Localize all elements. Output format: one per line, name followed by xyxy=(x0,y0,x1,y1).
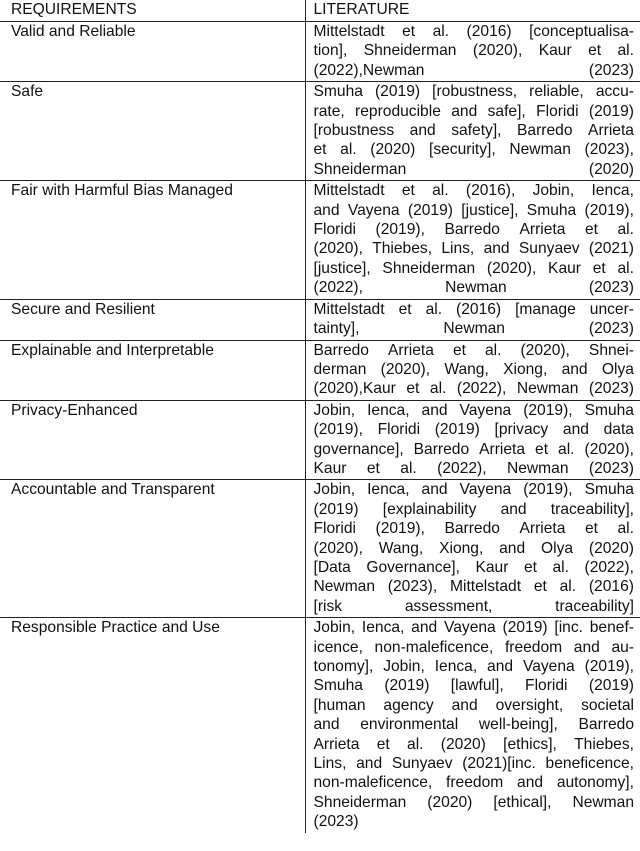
literature-line: governance], Barredo Arrieta et al. (2020), xyxy=(313,440,634,458)
requirement-cell: Valid and Reliable xyxy=(0,22,305,82)
literature-line: Mittelstadt et al. (2016) [conceptualisa- xyxy=(313,23,634,40)
literature-line: Mittelstadt et al. (2016) [manage uncer- xyxy=(313,300,634,318)
table-row xyxy=(0,82,640,181)
literature-line: Mittelstadt et al. (2016), Jobin, Ienca, xyxy=(313,182,634,200)
literature-line: [robustness and safety], Barredo Arrieta xyxy=(313,122,634,140)
literature-line: Floridi (2019), Barredo Arrieta et al. xyxy=(313,221,634,239)
literature-line: (2020), Wang, Xiong, and Olya (2020) xyxy=(313,539,634,557)
literature-line: and environmental well-being], Barredo xyxy=(313,716,634,734)
literature-line: Barredo Arrieta et al. (2020), Shnei- xyxy=(313,341,634,359)
header-literature: LITERATURE xyxy=(305,0,640,22)
literature-line: Jobin, Ienca, and Vayena (2019) [inc. benef- xyxy=(313,619,634,637)
table-row xyxy=(0,340,640,400)
literature-line: Smuha (2019) [robustness, reliable, accu- xyxy=(313,83,634,101)
literature-line: Shneiderman (2020) [ethical], Newman xyxy=(313,793,634,811)
table-header-row xyxy=(0,0,640,22)
header-requirements: REQUIREMENTS xyxy=(11,1,137,18)
literature-cell xyxy=(305,299,640,340)
requirement-cell: Fair with Harmful Bias Managed xyxy=(0,181,305,299)
literature-line: [Data Governance], Kaur et al. (2022), xyxy=(313,558,634,576)
table-row xyxy=(0,299,640,340)
requirement-cell: Safe xyxy=(0,82,305,181)
table-row xyxy=(0,618,640,833)
literature-line: (2022),Newman (2023) xyxy=(313,61,634,79)
literature-cell xyxy=(305,340,640,400)
literature-line: Shneiderman (2020) xyxy=(313,160,634,178)
literature-line: tainty], Newman (2023) xyxy=(313,320,634,338)
literature-line: (2020), Thiebes, Lins, and Sunyaev (2021) xyxy=(313,240,634,258)
literature-line: (2019) [explainability and traceability], xyxy=(313,500,634,518)
table-row xyxy=(0,181,640,299)
literature-line: derman (2020), Wang, Xiong, and Olya xyxy=(313,360,634,378)
literature-line: (2019), Floridi (2019) [privacy and data xyxy=(313,421,634,439)
table-row xyxy=(0,400,640,480)
literature-line: icence, non-maleficence, freedom and au- xyxy=(313,638,634,656)
literature-line: and Vayena (2019) [justice], Smuha (2019), xyxy=(313,201,634,219)
literature-cell xyxy=(305,82,640,181)
literature-cell xyxy=(305,480,640,618)
literature-line: tion], Shneiderman (2020), Kaur et al. xyxy=(313,42,634,60)
literature-line: Arrieta et al. (2020) [ethics], Thiebes, xyxy=(313,735,634,753)
literature-line: tonomy], Jobin, Ienca, and Vayena (2019), xyxy=(313,658,634,675)
literature-cell xyxy=(305,181,640,299)
literature-cell xyxy=(305,400,640,480)
literature-cell xyxy=(305,618,640,833)
literature-line: Jobin, Ienca, and Vayena (2019), Smuha xyxy=(313,481,634,499)
literature-line: [human agency and oversight, societal xyxy=(313,696,634,714)
table-row xyxy=(0,480,640,618)
literature-line: non-maleficence, freedom and autonomy], xyxy=(313,774,634,792)
requirement-cell: Secure and Resilient xyxy=(0,299,305,340)
literature-line: et al. (2020) [security], Newman (2023), xyxy=(313,141,634,159)
literature-line: (2020),Kaur et al. (2022), Newman (2023) xyxy=(313,380,634,398)
literature-line: (2022), Newman (2023) xyxy=(313,279,634,297)
table-row xyxy=(0,22,640,82)
literature-line: [justice], Shneiderman (2020), Kaur et al. xyxy=(313,259,634,277)
literature-line: Smuha (2019) [lawful], Floridi (2019) xyxy=(313,677,634,695)
literature-line: Kaur et al. (2022), Newman (2023) xyxy=(313,459,634,477)
literature-line: Newman (2023), Mittelstadt et al. (2016) xyxy=(313,578,634,596)
requirement-cell: Privacy-Enhanced xyxy=(0,400,305,480)
literature-line: Lins, and Sunyaev (2021)[inc. beneficence, xyxy=(313,755,634,773)
requirement-cell: Accountable and Transparent xyxy=(0,480,305,618)
literature-line: [risk assessment, traceability] xyxy=(313,597,634,615)
requirement-cell: Responsible Practice and Use xyxy=(0,618,305,833)
literature-line: Jobin, Ienca, and Vayena (2019), Smuha xyxy=(313,401,634,419)
literature-line: Floridi (2019), Barredo Arrieta et al. xyxy=(313,520,634,538)
literature-cell xyxy=(305,22,640,82)
literature-line: rate, reproducible and safe], Floridi (2019) xyxy=(313,102,634,120)
requirement-cell: Explainable and Interpretable xyxy=(0,340,305,400)
literature-line: (2023) xyxy=(313,813,359,831)
